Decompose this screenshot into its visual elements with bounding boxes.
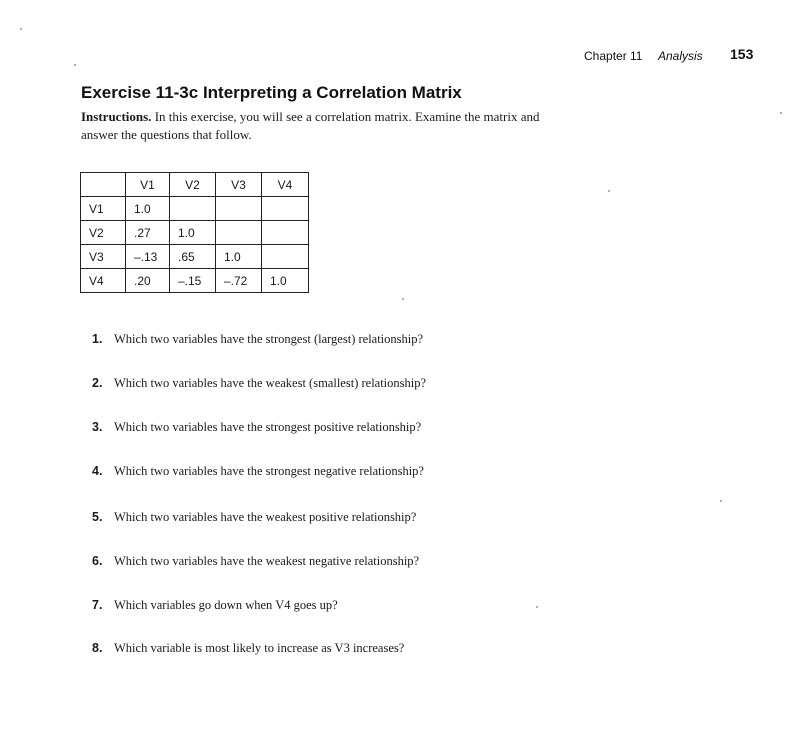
question-number: 7.	[92, 598, 103, 612]
matrix-cell: 1.0	[170, 221, 216, 245]
matrix-row	[81, 245, 309, 269]
matrix-cell: 1.0	[216, 245, 262, 269]
matrix-cell: –.13	[126, 245, 170, 269]
matrix-header-row	[81, 173, 309, 197]
scan-speck	[536, 606, 538, 608]
matrix-cell: –.72	[216, 269, 262, 293]
matrix-cell: –.15	[170, 269, 216, 293]
matrix-row	[81, 221, 309, 245]
question-item	[92, 641, 404, 656]
question-item	[92, 510, 416, 525]
question-number: 8.	[92, 641, 103, 655]
question-text: Which two variables have the weakest positive relationship?	[114, 510, 417, 524]
question-number: 3.	[92, 420, 103, 434]
question-number: 1.	[92, 332, 103, 346]
question-number: 4.	[92, 464, 103, 478]
question-text: Which variable is most likely to increase as V3 increases?	[114, 641, 405, 655]
matrix-cell: 1.0	[126, 197, 170, 221]
question-text: Which two variables have the strongest positive relationship?	[114, 420, 422, 434]
chapter-label: Chapter 11	[584, 49, 643, 63]
question-number: 6.	[92, 554, 103, 568]
question-text: Which two variables have the strongest (largest) relationship?	[114, 332, 424, 346]
question-text: Which two variables have the weakest (smallest) relationship?	[114, 376, 427, 390]
question-item	[92, 554, 419, 569]
question-item	[92, 598, 338, 613]
instructions-label: Instructions.	[81, 109, 152, 124]
matrix-cell	[262, 197, 309, 221]
matrix-col-header: V1	[126, 173, 170, 197]
matrix-cell: .65	[170, 245, 216, 269]
scan-speck	[74, 64, 76, 66]
matrix-cell	[216, 221, 262, 245]
scan-speck	[20, 28, 22, 30]
matrix-col-header: V4	[262, 173, 309, 197]
question-text: Which two variables have the weakest negative relationship?	[114, 554, 420, 568]
correlation-matrix	[80, 172, 309, 293]
matrix-corner-cell	[81, 173, 126, 197]
instructions	[81, 108, 561, 144]
question-item	[92, 464, 424, 479]
question-text: Which variables go down when V4 goes up?	[114, 598, 338, 612]
question-number: 2.	[92, 376, 103, 390]
matrix-cell: .20	[126, 269, 170, 293]
section-label: Analysis	[658, 49, 703, 63]
matrix-cell	[262, 245, 309, 269]
instructions-text: In this exercise, you will see a correlation matrix. Examine the matrix and answer the questions that follow.	[81, 109, 540, 142]
matrix-row-header: V3	[81, 245, 126, 269]
matrix-cell	[170, 197, 216, 221]
scan-speck	[402, 298, 404, 300]
scan-speck	[720, 500, 722, 502]
scan-speck	[780, 112, 782, 114]
matrix-cell	[216, 197, 262, 221]
question-item	[92, 420, 421, 435]
matrix-row-header: V2	[81, 221, 126, 245]
question-number: 5.	[92, 510, 103, 524]
question-text: Which two variables have the strongest negative relationship?	[114, 464, 424, 478]
question-item	[92, 376, 426, 391]
matrix-col-header: V3	[216, 173, 262, 197]
matrix-row	[81, 269, 309, 293]
matrix-cell: .27	[126, 221, 170, 245]
matrix-cell	[262, 221, 309, 245]
exercise-title: Exercise 11-3c Interpreting a Correlation Matrix	[81, 83, 462, 102]
question-item	[92, 332, 423, 347]
matrix-row	[81, 197, 309, 221]
matrix-col-header: V2	[170, 173, 216, 197]
page-number: 153	[730, 46, 754, 62]
matrix-cell: 1.0	[262, 269, 309, 293]
matrix-row-header: V1	[81, 197, 126, 221]
scan-speck	[608, 190, 610, 192]
matrix-row-header: V4	[81, 269, 126, 293]
